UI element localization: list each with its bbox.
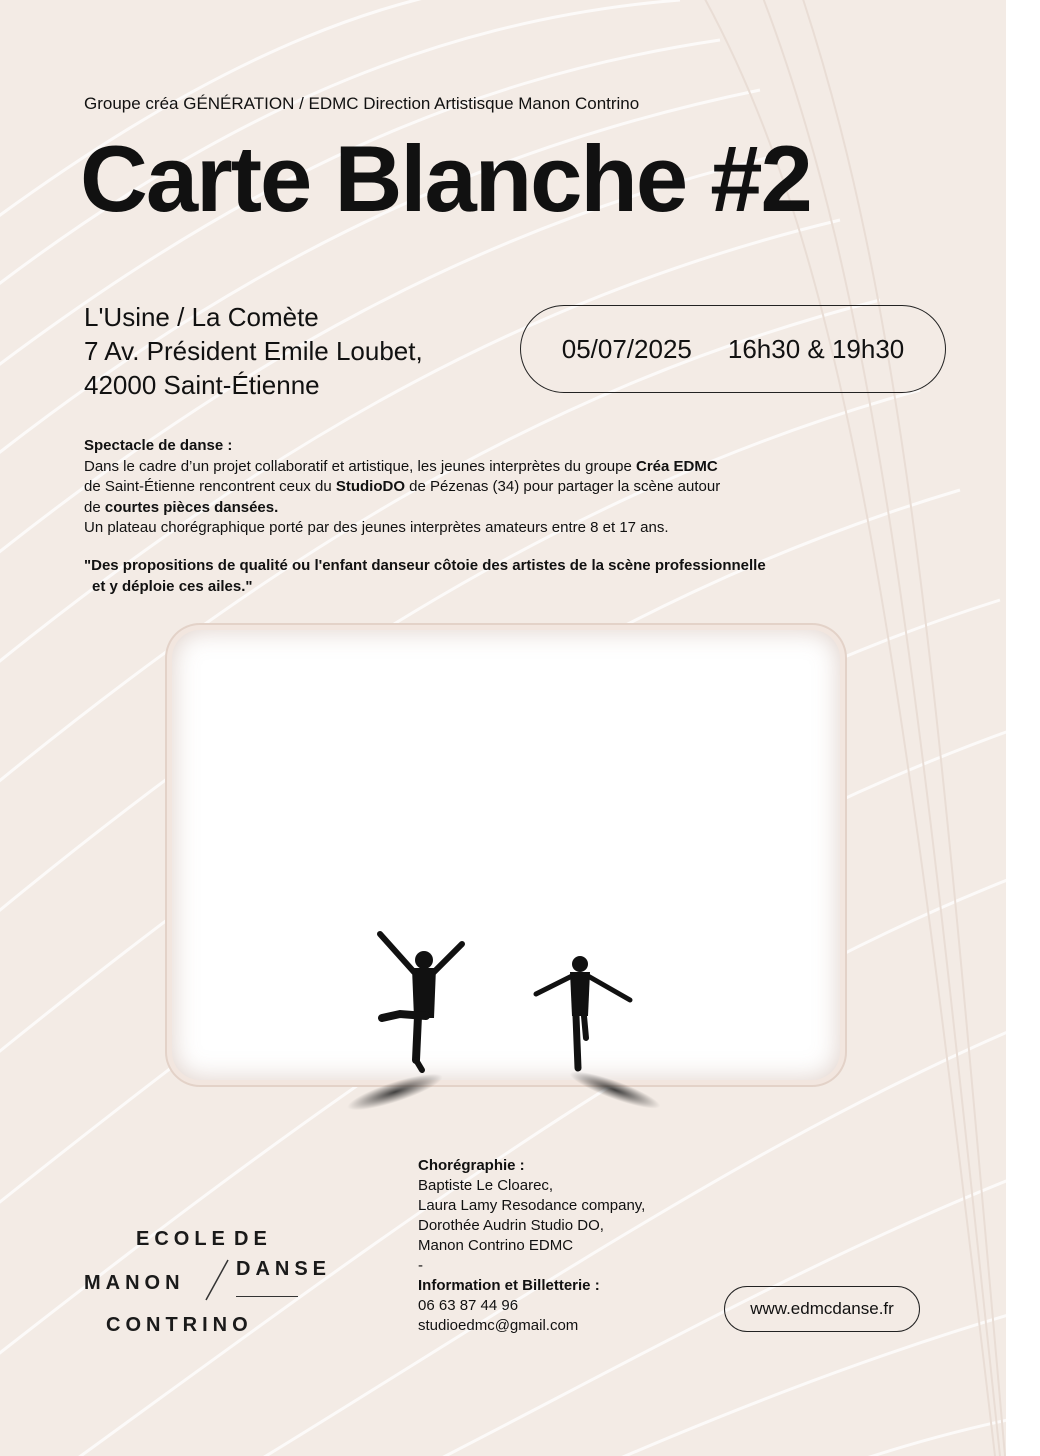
email-address: studioedmc@gmail.com: [418, 1317, 579, 1334]
description-bold: Créa EDMC: [636, 457, 718, 475]
edmc-logo: [84, 1228, 344, 1338]
separator: -: [418, 1257, 423, 1274]
quote-line-2: et y déploie ces ailes.": [92, 577, 253, 595]
event-date: 05/07/2025: [561, 333, 692, 364]
logo-rule: [236, 1296, 298, 1297]
date-time-pill: [520, 305, 946, 393]
logo-word: DANSE: [236, 1258, 332, 1280]
description-text: de Saint-Étienne rencontrent ceux du: [84, 478, 336, 495]
venue-address: [84, 300, 423, 402]
dancers-silhouette-illustration: [340, 920, 680, 1120]
event-description: [84, 436, 824, 539]
choreographer: Manon Contrino EDMC: [418, 1237, 574, 1254]
logo-word: DE: [234, 1228, 272, 1250]
description-heading: Spectacle de danse :: [84, 437, 233, 454]
quote-line-1: "Des propositions de qualité ou l'enfant danseur côtoie des artistes de la scène professionnelle: [84, 557, 766, 574]
description-bold: courtes pièces dansées.: [104, 498, 279, 516]
venue-line-2: 7 Av. Président Emile Loubet,: [84, 336, 423, 366]
supertitle: Groupe créa GÉNÉRATION / EDMC Direction Artistisque Manon Contrino: [84, 94, 640, 113]
logo-word: MANON: [84, 1272, 185, 1294]
description-text: de Pézenas (34) pour partager la scène autour: [405, 478, 721, 495]
event-times: 16h30 & 19h30: [727, 333, 905, 364]
quote: [84, 556, 824, 597]
logo-word: ECOLE: [136, 1228, 230, 1250]
description-text: de: [84, 498, 105, 516]
choreographer: Laura Lamy Resodance company,: [418, 1197, 646, 1214]
choreographer: Baptiste Le Cloarec,: [418, 1177, 554, 1194]
venue-line-1: L'Usine / La Comète: [84, 302, 319, 332]
ticketing-heading: Information et Billetterie :: [418, 1277, 600, 1294]
description-bold: StudioDO: [335, 478, 405, 495]
choreography-heading: Chorégraphie :: [418, 1157, 525, 1174]
logo-slash-icon: [202, 1258, 232, 1302]
page-title: Carte Blanche #2: [80, 126, 811, 231]
website-link[interactable]: www.edmcdanse.fr: [724, 1286, 920, 1332]
credits-block: [418, 1156, 645, 1336]
description-text: Dans le cadre d’un projet collaboratif et artistique, les jeunes interprètes du groupe: [84, 457, 636, 475]
venue-line-3: 42000 Saint-Étienne: [84, 370, 320, 400]
phone-number: 06 63 87 44 96: [418, 1297, 519, 1314]
choreographer: Dorothée Audrin Studio DO,: [418, 1217, 604, 1234]
right-margin-strip: [1006, 0, 1040, 1456]
description-text: Un plateau chorégraphique porté par des jeunes interprètes amateurs entre 8 et 17 ans.: [84, 519, 669, 536]
logo-word: CONTRINO: [106, 1314, 253, 1336]
